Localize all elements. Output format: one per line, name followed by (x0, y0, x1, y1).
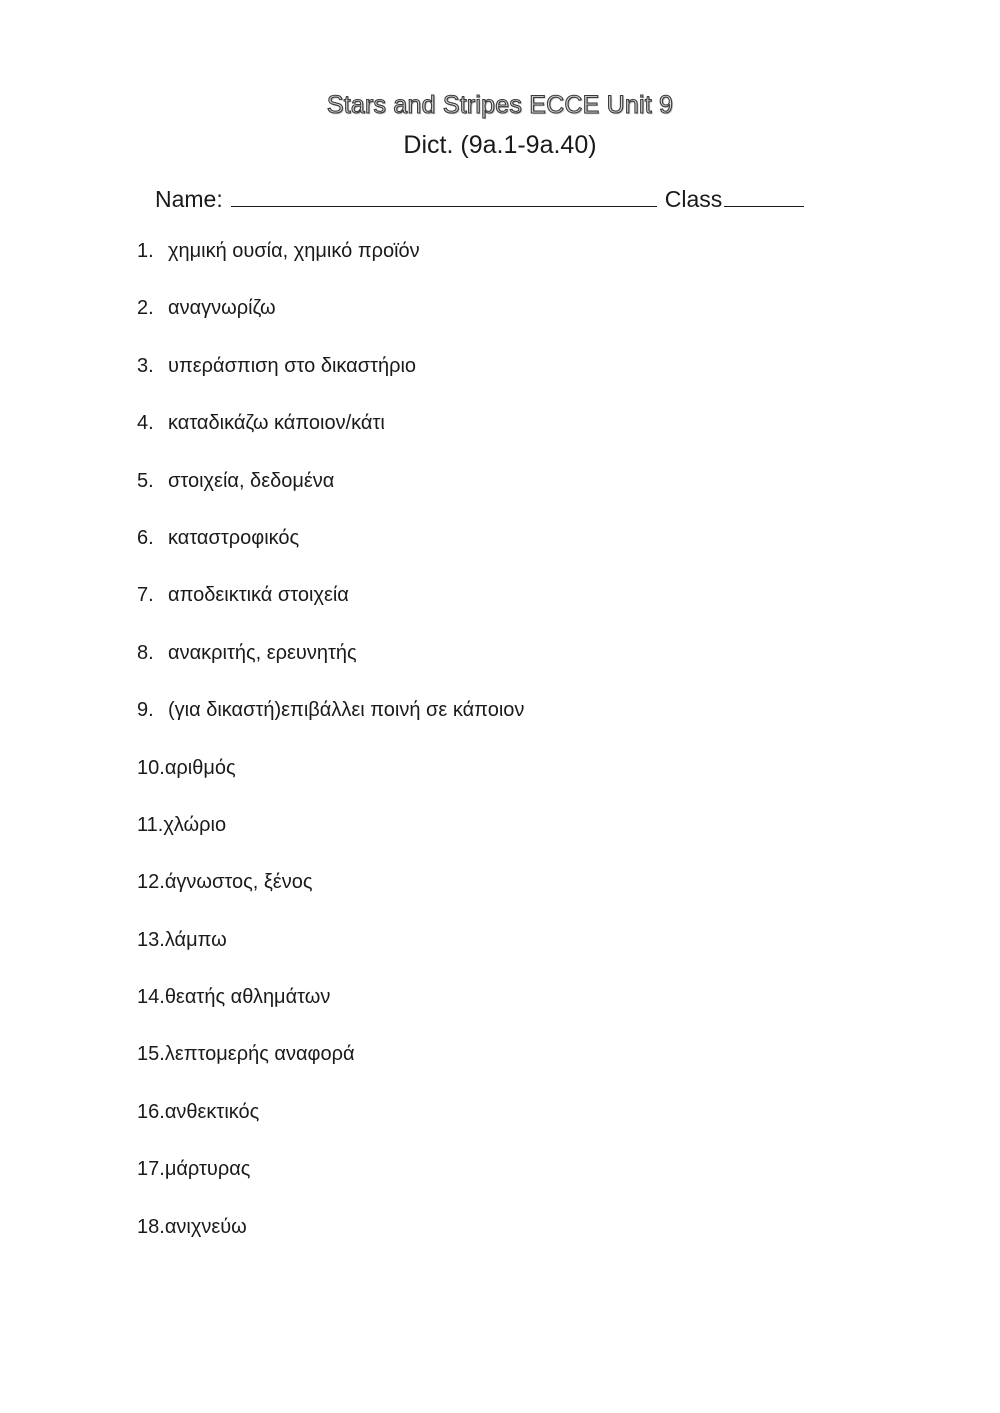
item-text: λεπτομερής αναφορά (164, 1043, 355, 1066)
item-number: 7. (137, 584, 154, 607)
item-number: 8. (137, 641, 154, 664)
list-item (137, 927, 524, 984)
list-item (137, 353, 524, 410)
list-item (137, 755, 524, 812)
class-label: Class (664, 186, 723, 212)
item-text: ανθεκτικός (164, 1100, 260, 1123)
item-text: (για δικαστή)επιβάλλει ποινή σε κάποιον (168, 699, 525, 722)
list-item (137, 697, 524, 754)
item-text: ανακριτής, ερευνητής (168, 641, 357, 664)
list-item (137, 525, 524, 582)
item-number: 6. (137, 526, 154, 549)
item-text: αριθμός (164, 756, 236, 779)
list-item (137, 410, 524, 467)
item-number: 17. (137, 1158, 165, 1181)
item-text: χλώριο (163, 813, 227, 836)
item-text: καταδικάζω κάποιον/κάτι (168, 412, 385, 435)
name-blank-field[interactable] (231, 184, 657, 207)
list-item (137, 295, 524, 352)
item-number: 11. (137, 813, 164, 836)
vocabulary-list (137, 238, 524, 1271)
item-number: 18. (137, 1215, 165, 1238)
item-number: 12. (137, 871, 165, 894)
list-item (137, 812, 524, 869)
item-number: 1. (137, 240, 154, 262)
item-text: άγνωστος, ξένος (164, 871, 313, 894)
item-number: 2. (137, 297, 154, 320)
item-text: καταστροφικός (168, 526, 300, 549)
item-text: αναγνωρίζω (168, 297, 276, 320)
item-number: 10. (137, 756, 165, 779)
list-item (137, 1099, 524, 1156)
class-blank-field[interactable] (724, 184, 804, 207)
item-number: 14. (137, 986, 165, 1009)
list-item (137, 1041, 524, 1098)
page-title: Stars and Stripes ECCE Unit 9 (326, 91, 674, 119)
list-item (137, 869, 524, 926)
list-item (137, 468, 524, 525)
item-text: αποδεικτικά στοιχεία (168, 584, 349, 607)
name-label: Name: (155, 186, 223, 212)
list-item (137, 640, 524, 697)
item-number: 4. (137, 412, 154, 435)
item-text: στοιχεία, δεδομένα (168, 469, 335, 492)
item-number: 16. (137, 1100, 165, 1123)
item-text: ανιχνεύω (164, 1215, 247, 1238)
item-number: 3. (137, 354, 154, 377)
item-text: χημική ουσία, χημικό προϊόν (168, 240, 420, 262)
item-text: λάμπω (164, 928, 227, 951)
item-text: μάρτυρας (164, 1158, 251, 1181)
item-text: θεατής αθλημάτων (164, 986, 331, 1009)
item-text: υπεράσπιση στο δικαστήριο (168, 354, 417, 377)
item-number: 5. (137, 469, 154, 492)
list-item (137, 984, 524, 1041)
list-item (137, 582, 524, 639)
item-number: 13. (137, 928, 165, 951)
page-subtitle: Dict. (9a.1-9a.40) (403, 131, 597, 159)
list-item (137, 1214, 524, 1271)
name-class-line (155, 184, 804, 214)
item-number: 9. (137, 699, 154, 722)
list-item (137, 238, 524, 295)
list-item (137, 1156, 524, 1213)
item-number: 15. (137, 1043, 165, 1066)
